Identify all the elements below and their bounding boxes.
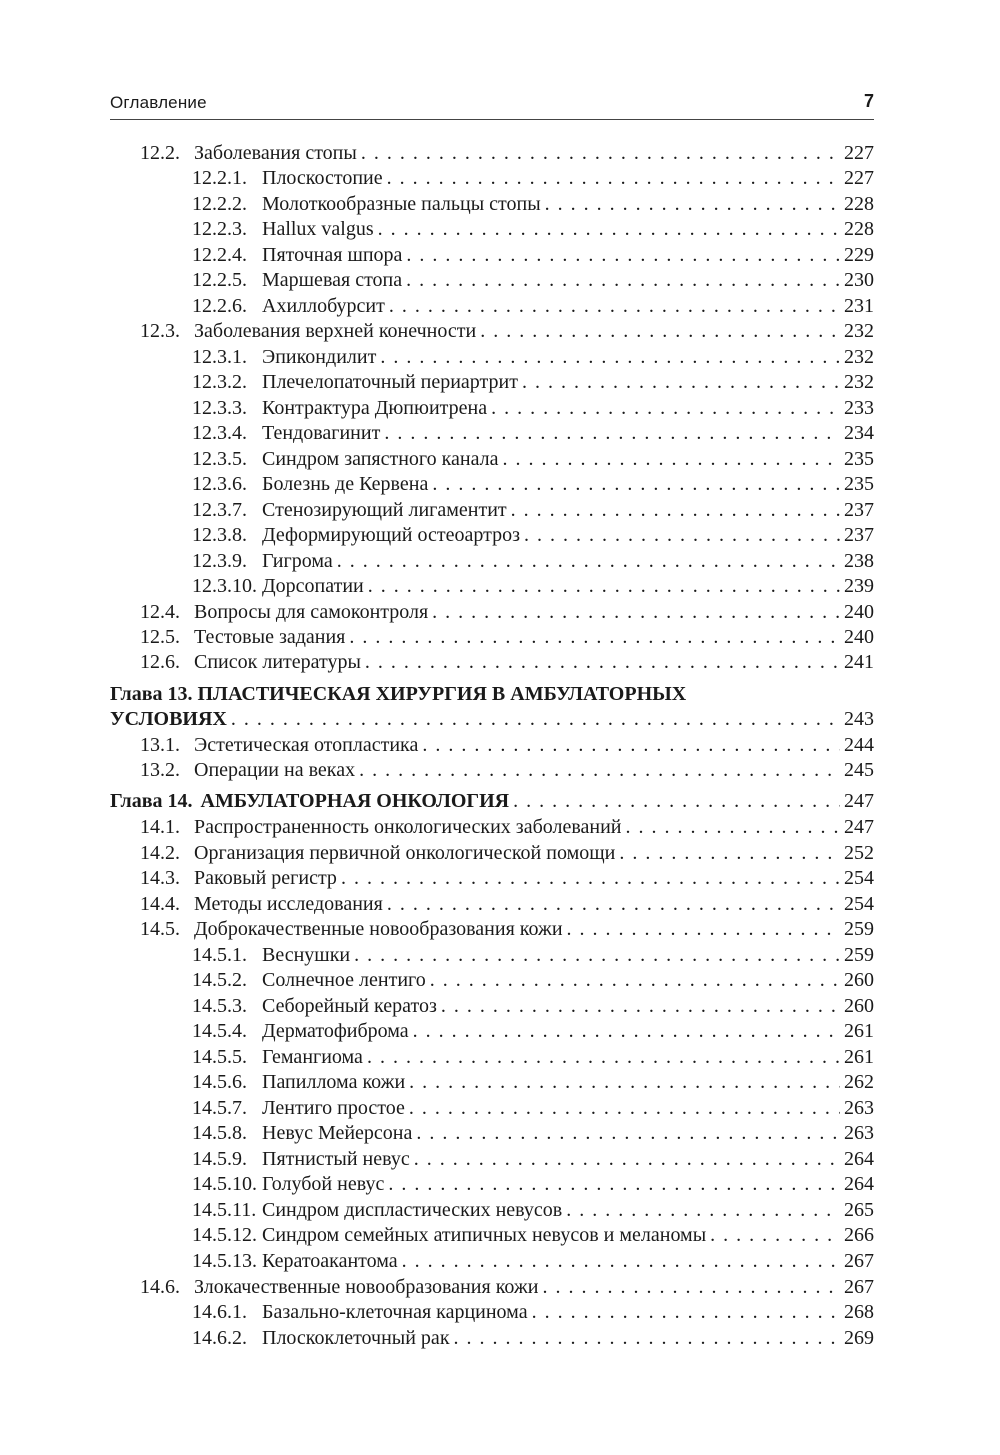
dot-leader [388,1172,840,1196]
toc-entry[interactable] [192,472,874,496]
toc-entry-title: Тендовагинит [262,422,381,444]
dot-leader [409,1096,840,1120]
toc-entry[interactable] [140,841,874,865]
toc-entry[interactable] [192,1172,874,1196]
toc-entry-title: Молоткообразные пальцы стопы [262,193,541,215]
toc-entry-title: Тестовые задания [194,626,346,648]
dot-leader [378,217,840,241]
toc-entry[interactable] [192,421,874,445]
toc-entry-title: Стенозирующий лигаментит [262,499,507,521]
toc-entry-title: Солнечное лентиго [262,969,426,991]
toc-entry-title: Контрактура Дюпюитрена [262,397,488,419]
toc-entry-page: 237 [844,499,874,521]
toc-entry[interactable] [192,1249,874,1273]
toc-entry-number: 12.6. [140,651,180,673]
toc-entry-page: 259 [844,944,874,966]
toc-entry-number: 12.3.9. [192,550,247,572]
toc-entry-number: 12.3.10. [192,575,257,597]
toc-entry-page: 235 [844,473,874,495]
toc-entry[interactable] [192,396,874,420]
dot-leader [545,192,840,216]
dot-leader [511,498,840,522]
toc-entry-title: Плоскостопие [262,167,383,189]
dot-leader [441,994,840,1018]
toc-entry-number: 12.2.1. [192,167,247,189]
toc-entry[interactable] [192,447,874,471]
toc-entry[interactable] [192,1147,874,1171]
toc-entry-title: Раковый регистр [194,867,337,889]
toc-entry-number: 12.3.4. [192,422,247,444]
toc-entry-page: 262 [844,1071,874,1093]
toc-entry[interactable] [192,1045,874,1069]
toc-entry-number: 14.5.8. [192,1122,247,1144]
toc-entry-number: 12.5. [140,626,180,648]
toc-entry-page: 232 [844,346,874,368]
dot-leader [384,421,840,445]
toc-entry-title: УСЛОВИЯХ [110,708,227,730]
toc-entry-title: Гемангиома [262,1046,363,1068]
dot-leader [503,447,840,471]
toc-entry-title: Список литературы [194,651,361,673]
toc-entry-number: 14.2. [140,842,180,864]
toc-entry-page: 263 [844,1097,874,1119]
toc-entry-number: 14.5.12. [192,1224,257,1246]
dot-leader [416,1121,840,1145]
toc-entry-number: 12.2.3. [192,218,247,240]
toc-entry-title: Плоскоклеточный рак [262,1327,450,1349]
toc-entry-title: Вопросы для самоконтроля [194,601,429,623]
toc-entry-title: Голубой невус [262,1173,385,1195]
dot-leader [432,600,840,624]
toc-entry[interactable] [192,994,874,1018]
toc-entry-title: Деформирующий остеоартроз [262,524,520,546]
dot-leader [367,1045,840,1069]
toc-entry[interactable] [192,968,874,992]
toc-entry-title: Гигрома [262,550,333,572]
toc-entry[interactable] [140,917,874,941]
dot-leader [231,707,840,731]
toc-entry[interactable] [192,243,874,267]
toc-entry[interactable] [192,549,874,573]
dot-leader [522,370,840,394]
toc-entry-title: Дерматофиброма [262,1020,409,1042]
toc-entry-number: 12.3. [140,320,180,342]
toc-entry-page: 245 [844,759,874,781]
toc-entry-title: Маршевая стопа [262,269,403,291]
toc-entry-number: 14.5.1. [192,944,247,966]
toc-entry-title: Плечелопаточный периартрит [262,371,518,393]
dot-leader [567,917,840,941]
dot-leader [337,549,840,573]
dot-leader [566,1198,840,1222]
toc-entry-number: 12.3.2. [192,371,247,393]
toc-entry-number: 12.2.6. [192,295,247,317]
dot-leader [626,815,840,839]
toc-entry[interactable] [192,1300,874,1324]
toc-entry-title: Организация первичной онкологической помощи [194,842,616,864]
toc-entry-page: 243 [844,708,874,730]
toc-entry-title: Заболевания верхней конечности [194,320,477,342]
toc-entry-title: Базально-клеточная карцинома [262,1301,528,1323]
toc-entry-title: Синдром диспластических невусов [262,1199,563,1221]
toc-entry-page: 228 [844,193,874,215]
toc-entry[interactable] [192,523,874,547]
toc-entry-title: Пятнистый невус [262,1148,410,1170]
toc-entry-title: Операции на веках [194,759,356,781]
dot-leader [387,166,840,190]
toc-entry[interactable] [192,943,874,967]
dot-leader [430,968,840,992]
toc-entry-number: 12.2.2. [192,193,247,215]
toc-entry-page: 230 [844,269,874,291]
toc-entry-page: 227 [844,142,874,164]
toc-entry-number: 12.3.5. [192,448,247,470]
toc-entry[interactable] [192,574,874,598]
toc-entry-page: 231 [844,295,874,317]
toc-entry-title: Синдром запястного канала [262,448,499,470]
toc-entry[interactable] [140,600,874,624]
toc-entry[interactable] [140,319,874,343]
toc-entry-page: 237 [844,524,874,546]
dot-leader [409,1070,840,1094]
toc-entry[interactable] [192,1096,874,1120]
toc-entry-page: 264 [844,1173,874,1195]
toc-entry-number: 14.6.2. [192,1327,247,1349]
toc-entry-title: Папиллома кожи [262,1071,406,1093]
toc-entry-title: Методы исследования [194,893,383,915]
toc-entry[interactable] [192,166,874,190]
toc-entry-number: 12.3.6. [192,473,247,495]
toc-entry-title: Синдром семейных атипичных невусов и меланомы [262,1224,707,1246]
dot-leader [406,243,840,267]
toc-entry-page: 267 [844,1250,874,1272]
page-number: 7 [863,91,874,111]
toc-entry-title: Доброкачественные новообразования кожи [194,918,563,940]
toc-entry-number: 12.3.3. [192,397,247,419]
toc-entry-page: 232 [844,371,874,393]
toc-entry[interactable] [192,294,874,318]
toc-entry-number: 14.5.3. [192,995,247,1017]
toc-entry-title: Дорсопатии [262,575,364,597]
dot-leader [422,733,840,757]
toc-entry-number: 14.6. [140,1276,180,1298]
toc-entry-page: 233 [844,397,874,419]
toc-entry-title: Эпикондилит [262,346,377,368]
toc-entry-title: Болезнь де Кервена [262,473,429,495]
dot-leader [406,268,840,292]
toc-entry-number: 14.5.2. [192,969,247,991]
toc-entry-page: 259 [844,918,874,940]
toc-entry[interactable] [140,625,874,649]
toc-entry-number: 12.3.7. [192,499,247,521]
toc-entry-page: 266 [844,1224,874,1246]
toc-entry-title: Себорейный кератоз [262,995,437,1017]
toc-entry-page: 252 [844,842,874,864]
dot-leader [524,523,840,547]
toc-entry-page: 240 [844,626,874,648]
toc-entry-page: 241 [844,651,874,673]
toc-entry[interactable] [192,192,874,216]
toc-entry-title: Пяточная шпора [262,244,403,266]
toc-entry-page: 228 [844,218,874,240]
toc-chapter-heading: Глава 13. ПЛАСТИЧЕСКАЯ ХИРУРГИЯ В АМБУЛАТОРНЫХ [110,683,687,705]
toc-entry-page: 234 [844,422,874,444]
toc-entry-number: 12.3.1. [192,346,247,368]
dot-leader [402,1249,840,1273]
toc-entry-page: 261 [844,1046,874,1068]
toc-entry-page: 235 [844,448,874,470]
toc-entry-page: 254 [844,893,874,915]
toc-entry[interactable] [140,733,874,757]
dot-leader [432,472,840,496]
toc-entry-number: 14.5.7. [192,1097,247,1119]
toc-entry-title: Ахиллобурсит [262,295,385,317]
toc-entry[interactable] [140,892,874,916]
toc-entry-number: 12.2. [140,142,180,164]
toc-entry-title: Лентиго простое [262,1097,405,1119]
toc-entry[interactable] [140,866,874,890]
toc-entry-page: 267 [844,1276,874,1298]
toc-entry[interactable] [192,1121,874,1145]
toc-entry-number: 14.5.10. [192,1173,257,1195]
toc-entry-title: Эстетическая отопластика [194,734,419,756]
toc-entry[interactable] [140,815,874,839]
dot-leader [513,789,840,813]
toc-entry-page: 232 [844,320,874,342]
toc-entry-number: 14.1. [140,816,180,838]
toc-entry-page: 260 [844,969,874,991]
toc-entry-page: 269 [844,1327,874,1349]
dot-leader [354,943,840,967]
dot-leader [480,319,840,343]
dot-leader [454,1326,840,1350]
dot-leader [532,1300,840,1324]
dot-leader [361,141,840,165]
toc-entry-number: 14.5. [140,918,180,940]
toc-entry-page: 260 [844,995,874,1017]
toc-entry-number: 14.5.5. [192,1046,247,1068]
toc-entry-number: 13.2. [140,759,180,781]
dot-leader [413,1019,840,1043]
dot-leader [349,625,840,649]
toc-entry-page: 247 [844,816,874,838]
dot-leader [414,1147,840,1171]
toc-entry-number: 12.2.4. [192,244,247,266]
dot-leader [341,866,840,890]
toc-entry-page: 263 [844,1122,874,1144]
toc-entry[interactable] [192,268,874,292]
toc-entry[interactable] [192,1223,874,1247]
toc-entry[interactable] [140,650,874,674]
toc-entry[interactable] [192,1326,874,1350]
dot-leader [710,1223,840,1247]
toc-entry[interactable] [192,370,874,394]
toc-entry-number: 14.6.1. [192,1301,247,1323]
toc-entry-page: 238 [844,550,874,572]
toc-entry-number: 14.5.6. [192,1071,247,1093]
toc-entry-page: 261 [844,1020,874,1042]
toc-entry[interactable] [192,498,874,522]
toc-entry-number: 14.3. [140,867,180,889]
toc-chapter-entry[interactable] [110,707,874,731]
toc-entry-page: 268 [844,1301,874,1323]
toc-entry-title: Веснушки [262,944,351,966]
toc-entry-title: Невус Мейерсона [262,1122,413,1144]
toc-entry[interactable] [192,1070,874,1094]
dot-leader [491,396,840,420]
toc-entry-page: 229 [844,244,874,266]
toc-entry-number: 14.5.4. [192,1020,247,1042]
toc-entry-title: АМБУЛАТОРНАЯ ОНКОЛОГИЯ [200,790,510,812]
toc-entry[interactable] [140,1275,874,1299]
toc-entry-number: 13.1. [140,734,180,756]
toc-entry[interactable] [140,758,874,782]
toc-entry-number: 12.3.8. [192,524,247,546]
toc-entry-page: 240 [844,601,874,623]
toc-entry-page: 254 [844,867,874,889]
toc-entry[interactable] [140,141,874,165]
toc-entry-number: 14.4. [140,893,180,915]
dot-leader [389,294,840,318]
toc-entry-page: 244 [844,734,874,756]
dot-leader [365,650,840,674]
dot-leader [368,574,840,598]
toc-entry[interactable] [192,345,874,369]
toc-entry-page: 227 [844,167,874,189]
dot-leader [380,345,840,369]
running-header-title: Оглавление [110,93,207,112]
toc-entry-page: 265 [844,1199,874,1221]
toc-entry[interactable] [192,217,874,241]
toc-entry-page: 247 [844,790,874,812]
dot-leader [542,1275,840,1299]
toc-entry-page: 239 [844,575,874,597]
toc-entry-title: Заболевания стопы [194,142,357,164]
dot-leader [387,892,840,916]
toc-entry-number: Глава 14. [110,790,193,812]
dot-leader [359,758,840,782]
toc-entry-page: 264 [844,1148,874,1170]
toc-entry-title: Hallux valgus [262,218,374,240]
toc-entry-number: 14.5.13. [192,1250,257,1272]
dot-leader [619,841,840,865]
toc-entry-number: 14.5.11. [192,1199,257,1221]
toc-entry[interactable] [192,1198,874,1222]
toc-entry-title: Кератоакантома [262,1250,398,1272]
toc-entry[interactable] [192,1019,874,1043]
toc-entry-title: Злокачественные новообразования кожи [194,1276,539,1298]
toc-entry-title: Распространенность онкологических заболеваний [194,816,622,838]
toc-entry-number: 12.2.5. [192,269,247,291]
toc-chapter-entry[interactable] [110,789,874,813]
toc-entry-number: 12.4. [140,601,180,623]
toc-entry-number: 14.5.9. [192,1148,247,1170]
